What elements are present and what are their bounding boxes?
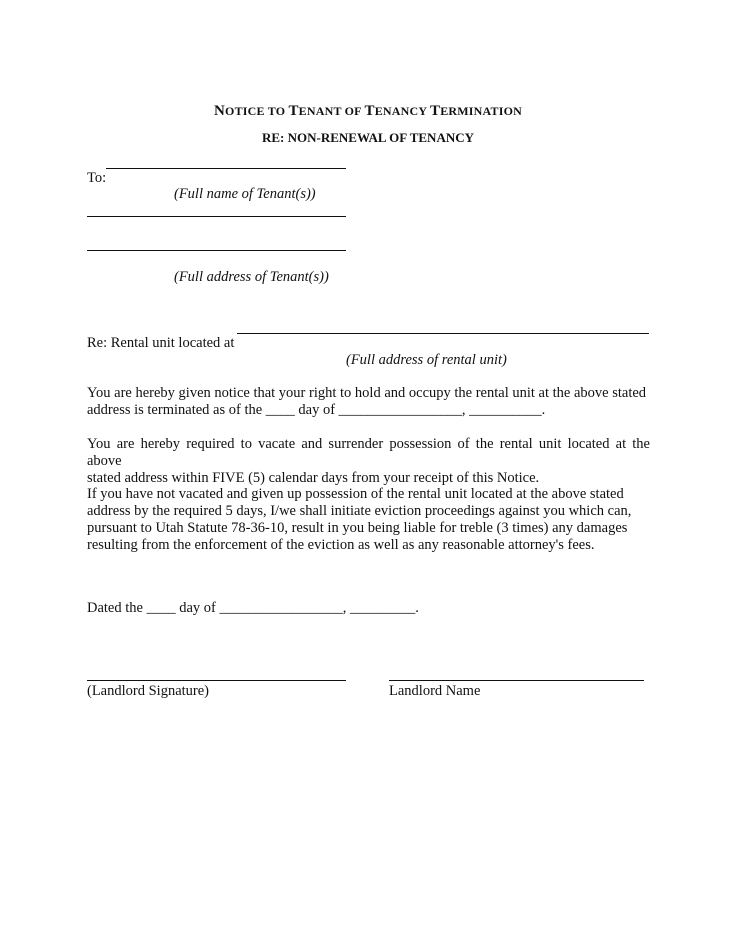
paragraph-notice (87, 385, 650, 419)
paragraph-vacate (87, 436, 650, 487)
title-part: T (364, 103, 375, 119)
title-part: ENANCY (374, 104, 430, 118)
paragraph-line: You are hereby given notice that your right to hold and occupy the rental unit at the above stated (87, 385, 647, 401)
tenant-address-hint: (Full address of Tenant(s)) (174, 269, 329, 285)
tenant-name-line[interactable] (106, 168, 346, 169)
paragraph-line: resulting from the enforcement of the eviction as well as any reasonable attorney's fees. (87, 537, 595, 553)
paragraph-line: address by the required 5 days, I/we shall initiate eviction proceedings against you which can, (87, 503, 632, 519)
document-title (0, 103, 736, 120)
landlord-signature-label: (Landlord Signature) (87, 683, 210, 699)
title-part: OTICE TO (225, 104, 289, 118)
title-part: T (429, 103, 441, 119)
paragraph-line: stated address within FIVE (5) calendar days from your receipt of this Notice. (87, 470, 540, 486)
title-part: ENANT OF (298, 104, 365, 118)
paragraph-eviction (87, 486, 650, 554)
title-part: T (288, 103, 299, 119)
re-label: Re: Rental unit located at (87, 335, 235, 351)
paragraph-line: You are hereby required to vacate and surrender possession of the rental unit located at the above (87, 436, 650, 469)
landlord-name-label: Landlord Name (389, 683, 481, 699)
document-subtitle: RE: NON-RENEWAL OF TENANCY (262, 130, 474, 145)
paragraph-line: address is terminated as of the ____ day of _________________, __________. (87, 402, 546, 418)
paragraph-line: pursuant to Utah Statute 78-36-10, result in you being liable for treble (3 times) any damages (87, 520, 628, 536)
tenant-address-line-2[interactable] (87, 250, 346, 251)
landlord-name-line[interactable] (389, 680, 644, 681)
rental-address-line[interactable] (237, 333, 649, 334)
to-label: To: (87, 170, 107, 186)
title-part: N (214, 103, 226, 119)
title-part: ERMINATION (440, 104, 522, 118)
landlord-signature-line[interactable] (87, 680, 346, 681)
tenant-name-hint: (Full name of Tenant(s)) (174, 186, 316, 202)
paragraph-line: If you have not vacated and given up possession of the rental unit located at the above stated (87, 486, 624, 502)
dated-line: Dated the ____ day of _________________, _________. (87, 600, 419, 616)
rental-address-hint: (Full address of rental unit) (346, 352, 507, 368)
tenant-address-line-1[interactable] (87, 216, 346, 217)
